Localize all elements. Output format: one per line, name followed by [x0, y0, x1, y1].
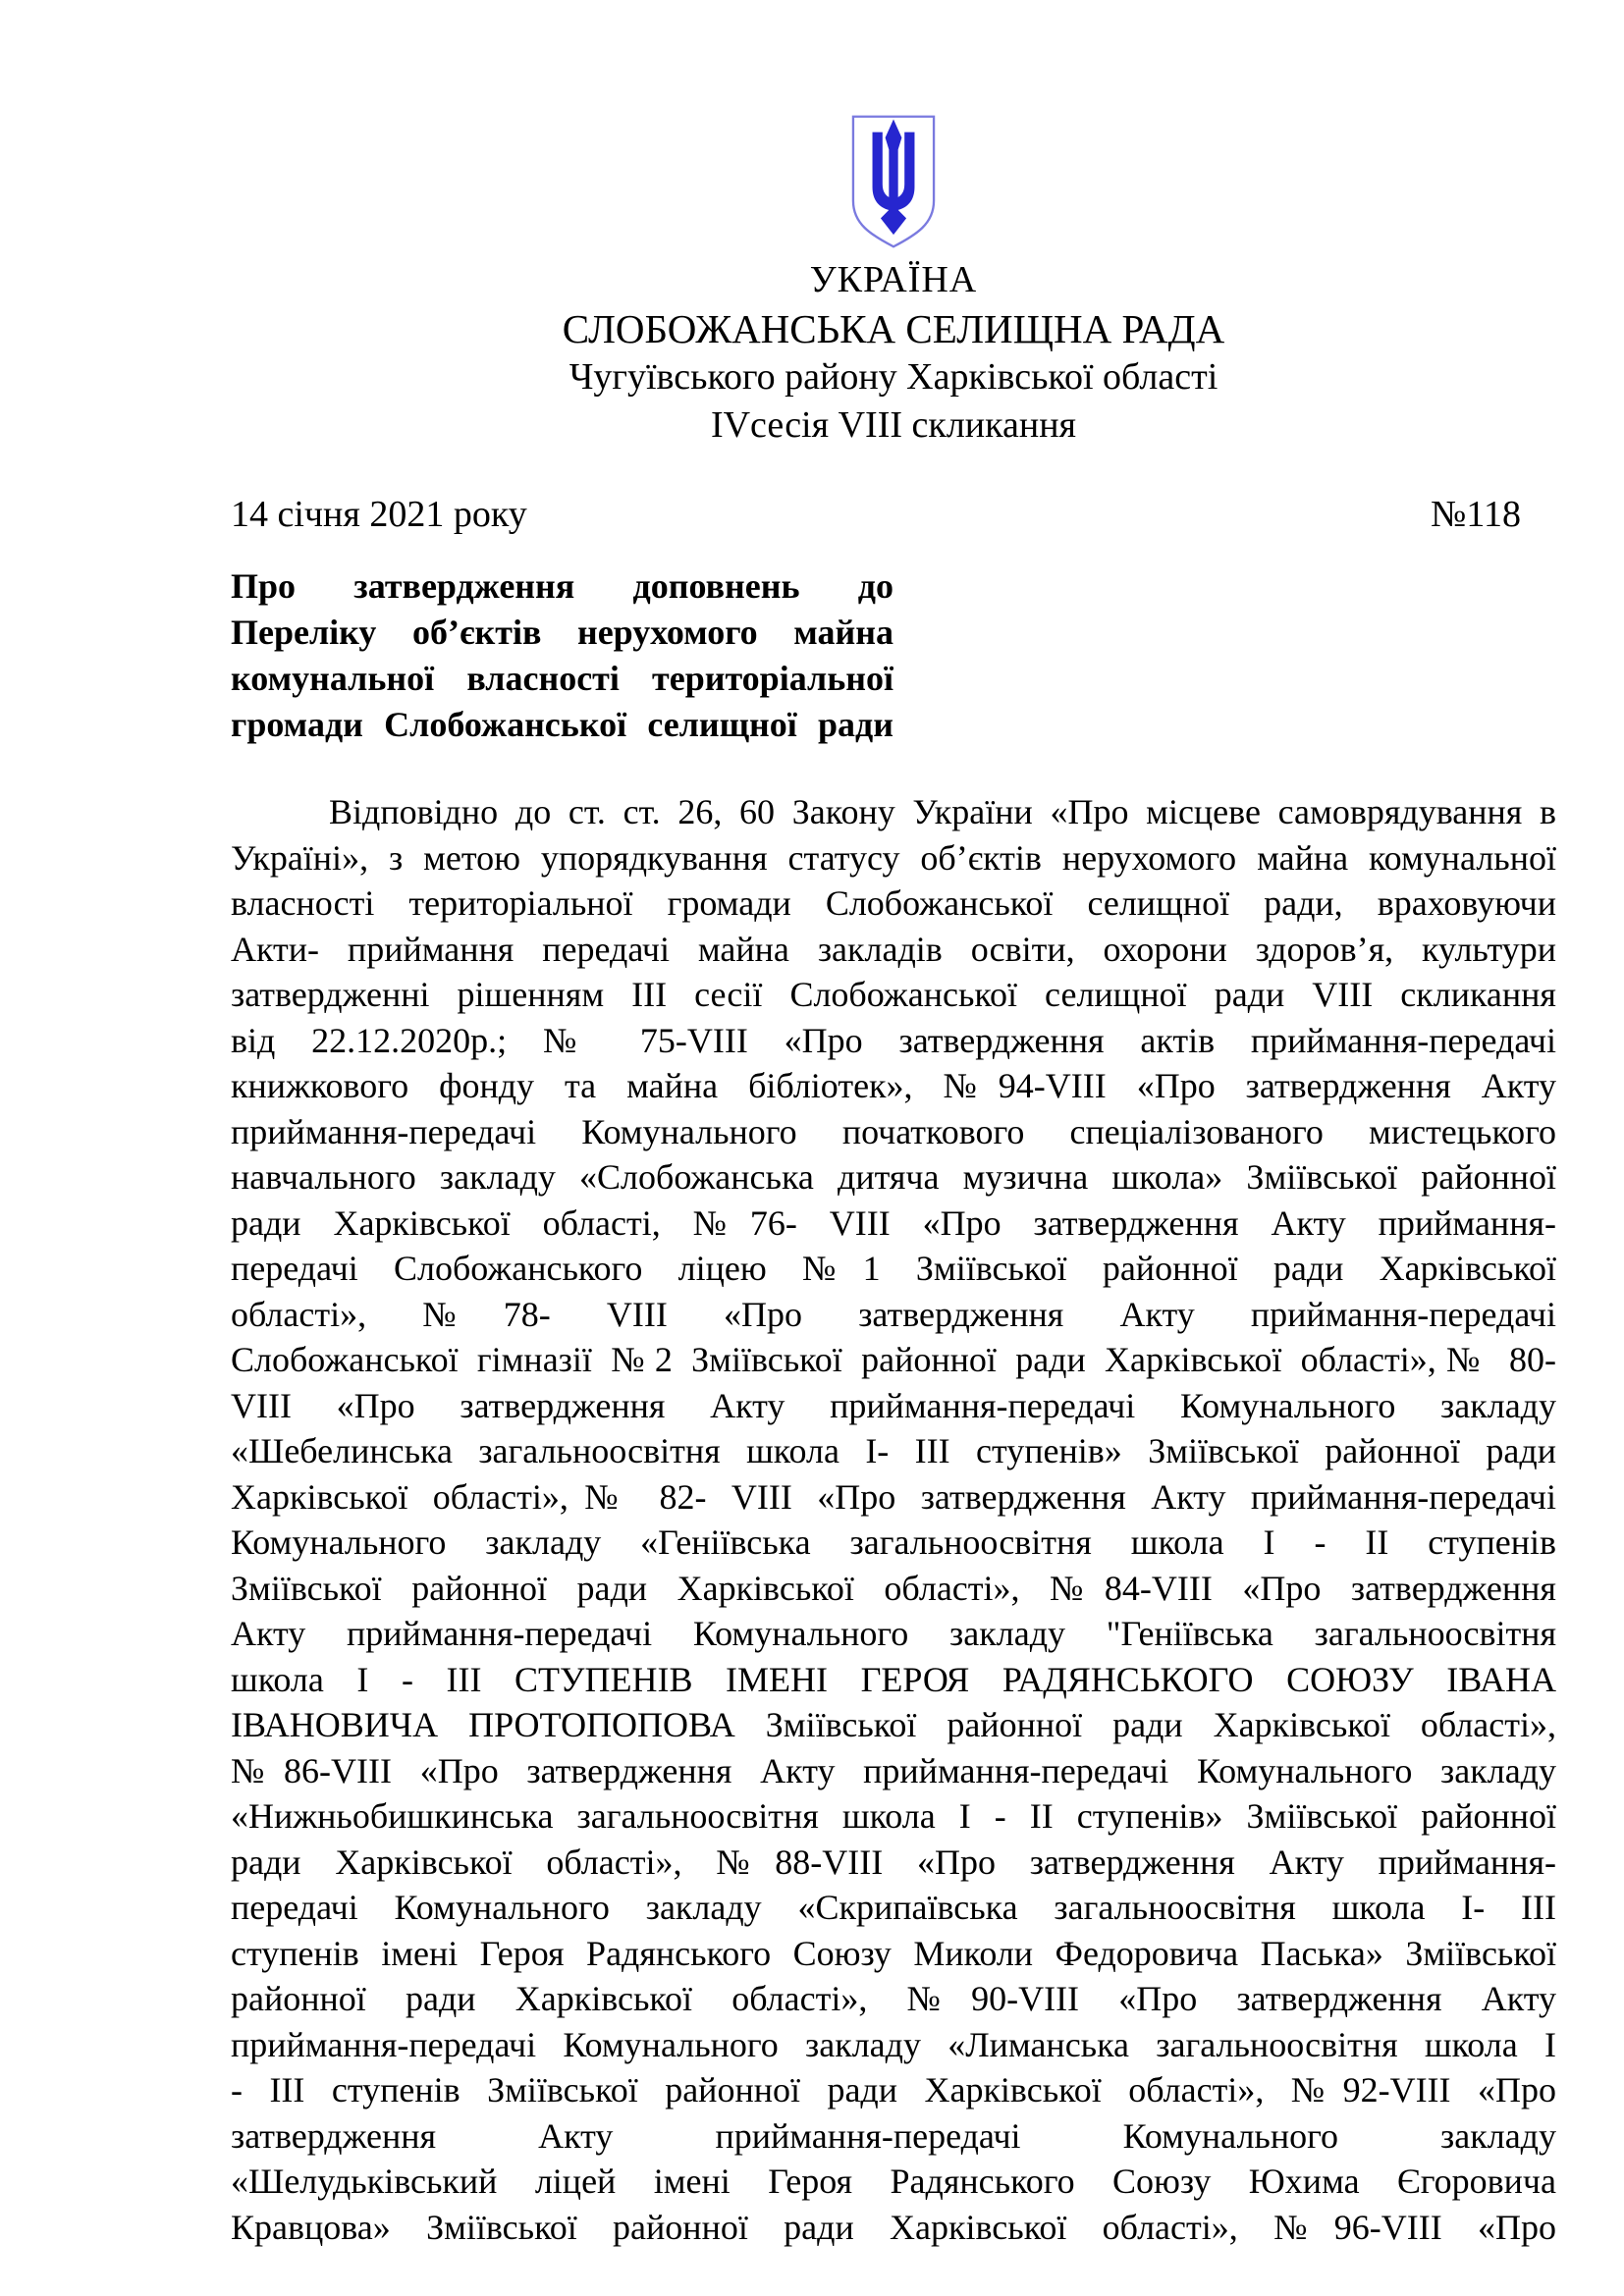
body-line: Комунального закладу «Геніївська загальноосвітня школа I - II ступенів	[231, 1522, 1556, 1562]
date-number-row	[231, 491, 1556, 538]
letterhead	[231, 113, 1556, 450]
body-line: затвердженні рішенням III сесії Слобожанської селищної ради VIII скликання	[231, 975, 1556, 1014]
body-line: Зміївської районної ради Харківської області», №84-VIII «Про затвердження	[231, 1568, 1556, 1608]
council-name: СЛОБОЖАНСЬКА СЕЛИЩНА РАДА	[562, 306, 1225, 351]
body-line: «Шелудьківський ліцей імені Героя Радянського Союзу Юхима Єгоровича	[231, 2162, 1556, 2201]
body-line: області», №78- VIII «Про затвердження Акту приймання-передачі	[231, 1294, 1556, 1334]
body-line: приймання-передачі Комунального початкового спеціалізованого мистецького	[231, 1111, 1556, 1151]
body-line: ради Харківської області», №88-VIII «Про затвердження Акту приймання-	[231, 1842, 1556, 1882]
document-content	[231, 0, 1556, 2250]
body-line: ступенів імені Героя Радянського Союзу Миколи Федоровича Паська» Зміївської	[231, 1933, 1556, 1973]
body-line: районної ради Харківської області», №90-VIII «Про затвердження Акту	[231, 1979, 1556, 2018]
body-line: VIII «Про затвердження Акту приймання-передачі Комунального закладу	[231, 1385, 1556, 1425]
title-line: комунальної власності територіальної	[231, 659, 893, 698]
title-line: Про затвердження доповнень до	[231, 566, 893, 606]
body-line: Відповідно до ст. ст. 26, 60 Закону України «Про місцеве самоврядування в	[329, 792, 1556, 831]
title-line: громади Слобожанської селищної ради	[231, 705, 893, 744]
body-line: Слобожанської гімназії №2 Зміївської районної ради Харківської області»,№ 80-	[231, 1340, 1556, 1379]
body-line: книжкового фонду та майна бібліотек», №94-VIII «Про затвердження Акту	[231, 1066, 1556, 1105]
country-name: УКРАЇНА	[809, 259, 978, 300]
body-line: - III ступенів Зміївської районної ради Харківської області», №92-VIII «Про	[231, 2070, 1556, 2109]
title-line: Переліку об’єктів нерухомого майна	[231, 613, 893, 652]
body-line: «Шебелинська загальноосвітня школа I- III ступенів» Зміївської районної ради	[231, 1431, 1556, 1470]
decree-body	[231, 789, 1556, 2250]
body-line: Україні», з метою упорядкування статусу об’єктів нерухомого майна комунальної	[231, 837, 1556, 878]
body-line: передачі Комунального закладу «Скрипаївська загальноосвітня школа I- III	[231, 1888, 1556, 1927]
body-line: Харківської області»,№ 82- VIII «Про затвердження Акту приймання-передачі	[231, 1476, 1556, 1517]
coat-of-arms-ukraine-icon	[847, 113, 940, 250]
body-line: школа I - III СТУПЕНІВ ІМЕНІ ГЕРОЯ РАДЯНСЬКОГО СОЮЗУ ІВАНА	[231, 1659, 1556, 1699]
body-line: Акту приймання-передачі Комунального закладу "Геніївська загальноосвітня	[231, 1614, 1556, 1653]
decree-title	[231, 563, 893, 748]
body-line: приймання-передачі Комунального закладу «Лиманська загальноосвітня школа I	[231, 2024, 1556, 2064]
body-line: власності територіальної громади Слобожанської селищної ради, враховуючи	[231, 883, 1556, 923]
body-line: затвердження Акту приймання-передачі Комунального закладу	[231, 2115, 1556, 2156]
document-date: 14 січня 2021 року	[231, 494, 527, 535]
session-info: IVсесія VIII скликання	[710, 404, 1077, 446]
document-number: №118	[1431, 494, 1521, 535]
district-name: Чугуївського району Харківської області	[568, 356, 1218, 398]
body-line: Акти- приймання передачі майна закладів освіти, охорони здоров’я, культури	[231, 929, 1556, 969]
body-line: «Нижньобишкинська загальноосвітня школа I - II ступенів» Зміївської районної	[231, 1796, 1556, 1836]
body-line: Кравцова» Зміївської районної ради Харківської області», №96-VIII «Про	[231, 2207, 1556, 2247]
body-line: ради Харківської області, №76- VIII «Про затвердження Акту приймання-	[231, 1202, 1556, 1243]
body-line: №86-VIII «Про затвердження Акту приймання-передачі Комунального закладу	[231, 1750, 1556, 1790]
body-line: від 22.12.2020р.; № 75-VIII «Про затвердження актів приймання-передачі	[231, 1020, 1556, 1060]
body-line: ІВАНОВИЧА ПРОТОПОПОВА Зміївської районної ради Харківської області»,	[231, 1705, 1556, 1744]
body-line: передачі Слобожанського ліцею №1 Зміївської районної ради Харківської	[231, 1249, 1556, 1288]
body-line: навчального закладу «Слобожанська дитяча музична школа» Зміївської районної	[231, 1157, 1556, 1197]
